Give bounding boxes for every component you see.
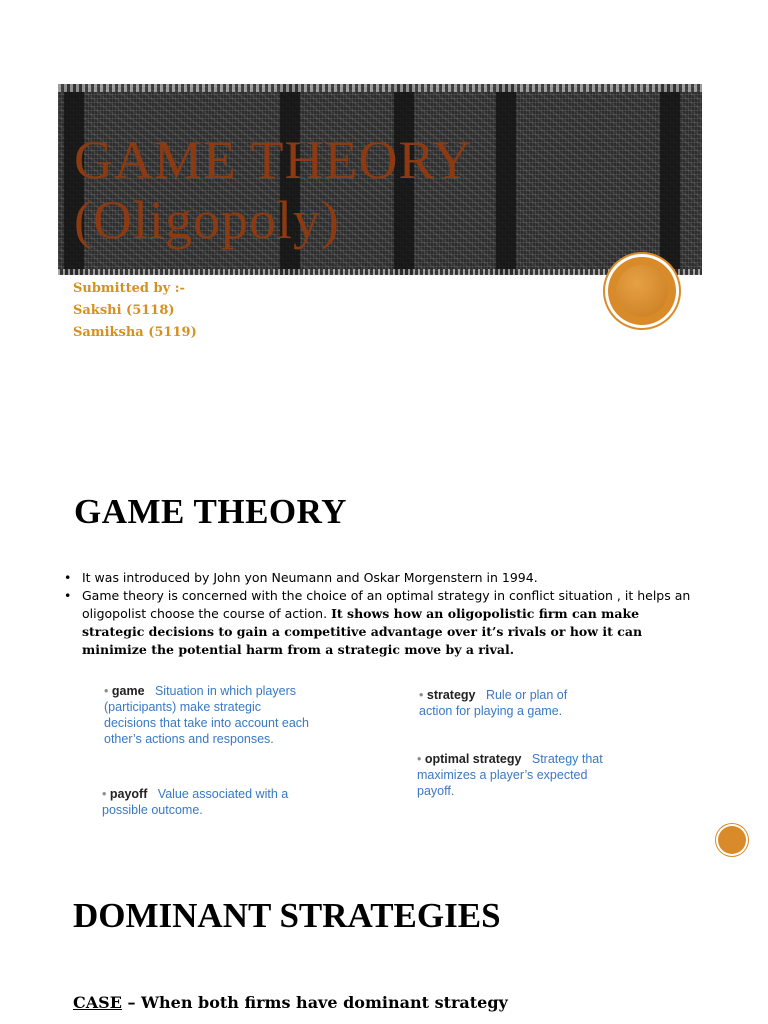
slide-title (74, 130, 473, 250)
definition-optimal-strategy: • optimal strategy Strategy that maximizes a player’s expected payoff. (417, 752, 603, 798)
bullet-item (64, 569, 704, 587)
case-line (73, 993, 508, 1012)
member-1: Sakshi (5118) (73, 303, 175, 318)
term-payoff: payoff (109, 787, 148, 801)
def-optimal-strategy: Strategy that maximizes a player’s expected payoff. (417, 752, 603, 798)
def-strategy: Rule or plan of action for playing a game. (419, 688, 568, 718)
term-strategy: strategy (426, 688, 476, 702)
slide-title-line2: (Oligopoly) (74, 190, 340, 250)
case-text: – When both firms have dominant strategy (121, 993, 508, 1012)
bullet-list (64, 569, 704, 659)
section-heading-dominant-strategies: DOMINANT STRATEGIES (73, 896, 501, 935)
slide-title-line1: GAME THEORY (74, 130, 473, 190)
definition-game: • game Situation in which players (participants) make strategic decisions that take into account each other’s actions and responses. (104, 684, 309, 746)
def-payoff: Value associated with a possible outcome. (102, 787, 289, 817)
title-banner (58, 84, 702, 275)
section-heading-game-theory: GAME THEORY (74, 492, 347, 531)
definition-strategy: • strategy Rule or plan of action for playing a game. (419, 688, 568, 718)
term-optimal-strategy: optimal strategy (424, 752, 522, 766)
orange-circle-decoration (608, 257, 676, 325)
submitted-block (73, 278, 197, 344)
def-game: Situation in which players (participants) make strategic decisions that take into account each other’s actions and responses. (104, 684, 309, 746)
orange-circle-decoration-small (718, 826, 746, 854)
bullet-text: Game theory is concerned with the choice of an optimal strategy in conflict situation , it helps an oligopolist choose the course of action. (82, 588, 691, 621)
member-2: Samiksha (5119) (73, 325, 197, 340)
case-label: CASE (73, 993, 122, 1012)
bullet-bold-text: It shows how an oligopolistic firm can make strategic decisions to gain a competitive advantage over it’s rivals or how it can minimize the potential harm from a strategic move by a rival. (82, 606, 643, 657)
definition-payoff: • payoff Value associated with a possible outcome. (102, 787, 289, 817)
term-game: game (111, 684, 145, 698)
bullet-item (64, 587, 704, 659)
bullet-text: It was introduced by John yon Neumann and Oskar Morgenstern in 1994. (82, 570, 538, 585)
submitted-label: Submitted by :- (73, 281, 185, 296)
